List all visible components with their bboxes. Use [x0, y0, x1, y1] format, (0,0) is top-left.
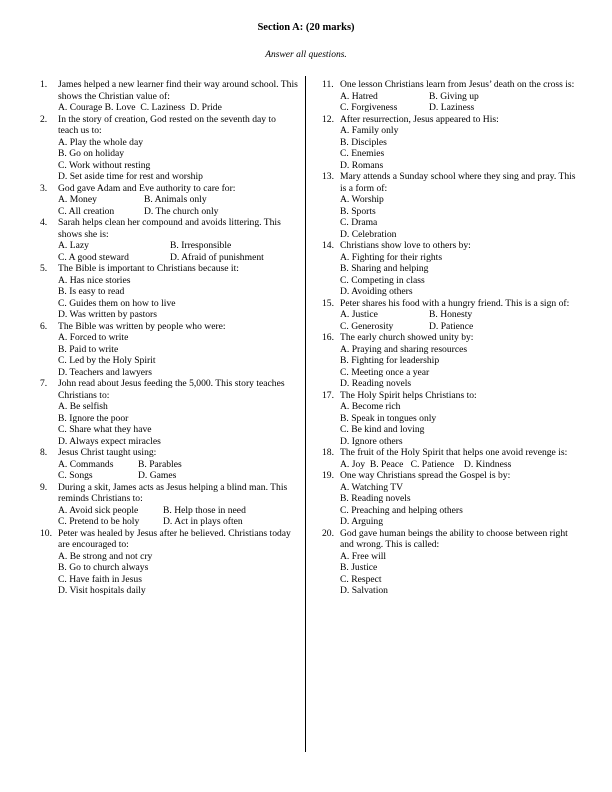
- answer-options: [340, 459, 584, 471]
- answer-option: B. Sports: [340, 205, 376, 217]
- answer-option: B. Ignore the poor: [58, 412, 129, 424]
- answer-option: A. Be selfish: [58, 401, 108, 412]
- question-stem: [40, 321, 298, 333]
- answer-option: B. Go on holiday: [58, 148, 125, 159]
- left-column: [40, 79, 298, 597]
- question-item: [40, 114, 298, 183]
- question-item: [40, 528, 298, 597]
- answer-option: D. Was written by pastors: [58, 309, 157, 320]
- question-item: [40, 79, 298, 114]
- answer-option: C. Competing in class: [340, 274, 425, 286]
- answer-option: D. Patience: [429, 320, 474, 332]
- answer-option: D. Teachers and lawyers: [58, 366, 152, 378]
- answer-option-row: [340, 309, 584, 321]
- answer-option: A. Fighting for their rights: [340, 251, 443, 263]
- answer-options: [58, 332, 298, 378]
- answer-options: [58, 505, 298, 528]
- question-text: The Bible was written by people who were:: [58, 320, 226, 332]
- answer-option: A. Forced to write: [58, 332, 129, 343]
- answer-option: B. Is easy to read: [58, 286, 125, 297]
- question-number: 9.: [40, 481, 48, 493]
- question-item: [322, 447, 584, 470]
- question-item: [322, 298, 584, 333]
- question-number: 6.: [40, 320, 48, 332]
- question-stem: [40, 528, 298, 551]
- question-number: 10.: [40, 527, 52, 539]
- answer-option: A. Justice: [340, 309, 378, 320]
- answer-option: C. Generosity: [340, 320, 394, 332]
- question-text: One lesson Christians learn from Jesus’ death on the cross is:: [340, 79, 575, 90]
- question-text: Christians show love to others by:: [340, 240, 471, 251]
- answer-option: C. Drama: [340, 217, 378, 228]
- question-number: 18.: [322, 447, 334, 458]
- answer-options: [58, 551, 298, 597]
- answer-option: D. The church only: [144, 205, 219, 217]
- answer-option: C. Share what they have: [58, 424, 152, 435]
- answer-options: [340, 252, 584, 298]
- answer-options: [340, 344, 584, 390]
- question-stem: [322, 390, 584, 402]
- answer-option: C. Enemies: [340, 148, 385, 159]
- question-item: [40, 447, 298, 482]
- question-number: 7.: [40, 378, 48, 389]
- answer-option: B. Irresponsible: [170, 240, 232, 251]
- answer-option-row: [58, 470, 298, 482]
- question-number: 1.: [40, 79, 48, 90]
- question-item: [322, 171, 584, 240]
- question-text: The Bible is important to Christians because it:: [58, 263, 239, 274]
- question-text: God gave Adam and Eve authority to care for:: [58, 182, 236, 194]
- answer-options: [340, 91, 584, 114]
- answer-options: [58, 240, 298, 263]
- answer-options: [58, 275, 298, 321]
- question-number: 12.: [322, 113, 334, 125]
- question-number: 19.: [322, 470, 334, 481]
- question-number: 11.: [322, 79, 334, 90]
- answer-option: C. Preaching and helping others: [340, 504, 463, 516]
- answer-option: A. Family only: [340, 125, 399, 136]
- answer-option: A. Watching TV: [340, 481, 404, 493]
- question-text: Peter was healed by Jesus after he believed. Christians today are encouraged to:: [58, 527, 291, 550]
- answer-option: C. Meeting once a year: [340, 366, 430, 378]
- answer-option: B. Giving up: [429, 90, 479, 102]
- answer-option: A. Has nice stories: [58, 274, 131, 286]
- answer-option: C. Pretend to be holy: [58, 516, 140, 527]
- answer-options: [340, 125, 584, 171]
- answer-option: D. Laziness: [429, 102, 475, 113]
- question-text: Sarah helps clean her compound and avoids littering. This shows she is:: [58, 217, 281, 240]
- answer-options-line: A. Joy B. Peace C. Patience D. Kindness: [340, 458, 512, 470]
- answer-option: A. Free will: [340, 550, 387, 562]
- answer-option: A. Be strong and not cry: [58, 550, 153, 562]
- answer-option: D. Salvation: [340, 585, 388, 596]
- question-text: Mary attends a Sunday school where they sing and pray. This is a form of:: [340, 171, 576, 194]
- question-stem: [322, 332, 584, 344]
- answer-option: C. Work without resting: [58, 159, 151, 171]
- answer-option: C. Have faith in Jesus: [58, 573, 142, 585]
- question-text: In the story of creation, God rested on the seventh day to teach us to:: [58, 113, 276, 136]
- answer-option-row: [58, 206, 298, 218]
- question-item: [322, 240, 584, 298]
- answer-option: D. Act in plays often: [163, 516, 243, 527]
- answer-option: D. Arguing: [340, 516, 383, 527]
- question-item: [40, 378, 298, 447]
- answer-options: [340, 482, 584, 528]
- answer-option: D. Visit hospitals daily: [58, 585, 146, 596]
- question-number: 14.: [322, 240, 334, 251]
- question-item: [322, 79, 584, 114]
- section-instruction: Answer all questions.: [265, 50, 347, 60]
- question-number: 15.: [322, 297, 334, 309]
- question-number: 3.: [40, 182, 48, 194]
- question-text: John read about Jesus feeding the 5,000. This story teaches Christians to:: [58, 378, 285, 401]
- question-text: After resurrection, Jesus appeared to His:: [340, 113, 499, 125]
- answer-option: D. Romans: [340, 159, 384, 171]
- answer-option: A. Become rich: [340, 401, 401, 412]
- question-item: [322, 332, 584, 390]
- answer-option: D. Celebration: [340, 228, 397, 240]
- question-number: 2.: [40, 113, 48, 125]
- answer-option: A. Praying and sharing resources: [340, 343, 468, 355]
- answer-option: B. Reading novels: [340, 493, 411, 504]
- answer-option: B. Go to church always: [58, 562, 149, 573]
- answer-option-row: [340, 91, 584, 103]
- question-item: [322, 528, 584, 597]
- answer-options: [340, 309, 584, 332]
- question-stem: [40, 447, 298, 459]
- answer-option: A. Avoid sick people: [58, 504, 139, 516]
- answer-option: B. Fighting for leadership: [340, 355, 440, 366]
- section-title: Section A: (20 marks): [257, 22, 355, 33]
- question-stem: [40, 114, 298, 137]
- answer-option: C. Led by the Holy Spirit: [58, 355, 156, 366]
- answer-option: B. Parables: [138, 458, 182, 470]
- question-text: God gave human beings the ability to choose between right and wrong. This is called:: [340, 527, 568, 550]
- answer-options: [340, 401, 584, 447]
- answer-option: A. Commands: [58, 458, 114, 470]
- question-text: James helped a new learner find their way around school. This shows the Christian value of:: [58, 79, 298, 102]
- answer-option-row: [58, 194, 298, 206]
- question-stem: [40, 79, 298, 102]
- question-stem: [40, 482, 298, 505]
- question-item: [40, 217, 298, 263]
- question-stem: [40, 183, 298, 195]
- answer-options: [58, 194, 298, 217]
- question-number: 4.: [40, 217, 48, 228]
- question-text: The early church showed unity by:: [340, 332, 474, 343]
- question-stem: [322, 447, 584, 459]
- question-item: [40, 263, 298, 321]
- answer-option: B. Disciples: [340, 136, 387, 148]
- question-item: [40, 482, 298, 528]
- answer-option: C. A good steward: [58, 251, 129, 263]
- answer-options: [58, 459, 298, 482]
- answer-options: [58, 137, 298, 183]
- question-number: 17.: [322, 389, 334, 401]
- answer-option-row: [58, 240, 298, 252]
- answer-option-row: [340, 102, 584, 114]
- question-stem: [322, 470, 584, 482]
- answer-options: [58, 102, 298, 114]
- question-stem: [40, 217, 298, 240]
- answer-option: C. All creation: [58, 205, 115, 217]
- question-number: 8.: [40, 447, 48, 458]
- column-divider: [305, 76, 306, 752]
- answer-option: A. Hatred: [340, 90, 378, 102]
- question-text: Jesus Christ taught using:: [58, 447, 157, 458]
- question-stem: [322, 114, 584, 126]
- answer-option: B. Paid to write: [58, 343, 119, 355]
- question-stem: [322, 240, 584, 252]
- question-number: 5.: [40, 263, 48, 274]
- question-item: [322, 114, 584, 172]
- question-item: [40, 183, 298, 218]
- question-item: [40, 321, 298, 379]
- answer-option: B. Animals only: [144, 194, 207, 205]
- answer-option-row: [58, 459, 298, 471]
- answer-options-line: A. Courage B. Love C. Laziness D. Pride: [58, 102, 222, 113]
- question-stem: [40, 263, 298, 275]
- answer-option-row: [58, 252, 298, 264]
- question-stem: [40, 378, 298, 401]
- answer-option: C. Respect: [340, 573, 382, 585]
- question-text: The Holy Spirit helps Christians to:: [340, 389, 477, 401]
- question-stem: [322, 298, 584, 310]
- answer-option-row: [58, 516, 298, 528]
- question-number: 20.: [322, 527, 334, 539]
- question-item: [322, 470, 584, 528]
- question-text: The fruit of the Holy Spirit that helps one avoid revenge is:: [340, 447, 568, 458]
- question-text: During a skit, James acts as Jesus helping a blind man. This reminds Christians to:: [58, 481, 288, 504]
- answer-option: D. Games: [138, 470, 177, 481]
- answer-option: A. Money: [58, 194, 97, 205]
- answer-option-row: [58, 505, 298, 517]
- answer-option: B. Help those in need: [163, 504, 246, 516]
- answer-option: C. Guides them on how to live: [58, 297, 176, 309]
- question-text: Peter shares his food with a hungry friend. This is a sign of:: [340, 297, 570, 309]
- answer-option: A. Play the whole day: [58, 136, 143, 148]
- answer-option-row: [340, 321, 584, 333]
- answer-options: [340, 194, 584, 240]
- question-text: One way Christians spread the Gospel is by:: [340, 470, 511, 481]
- answer-option: D. Always expect miracles: [58, 435, 161, 447]
- answer-option: D. Set aside time for rest and worship: [58, 171, 203, 182]
- answer-option: D. Afraid of punishment: [170, 251, 264, 263]
- answer-options: [340, 551, 584, 597]
- answer-option: B. Justice: [340, 562, 378, 573]
- answer-option: D. Avoiding others: [340, 286, 413, 297]
- answer-option: C. Songs: [58, 470, 93, 481]
- answer-option: B. Speak in tongues only: [340, 412, 437, 424]
- question-stem: [322, 171, 584, 194]
- answer-option: A. Lazy: [58, 240, 89, 251]
- answer-option: D. Ignore others: [340, 435, 403, 447]
- question-number: 16.: [322, 332, 334, 343]
- answer-option: B. Honesty: [429, 309, 473, 320]
- question-stem: [322, 528, 584, 551]
- answer-option: D. Reading novels: [340, 378, 412, 389]
- answer-option: A. Worship: [340, 194, 384, 205]
- answer-option: B. Sharing and helping: [340, 263, 429, 274]
- answer-option: C. Forgiveness: [340, 102, 398, 113]
- answer-option: C. Be kind and loving: [340, 424, 425, 435]
- answer-options: [58, 401, 298, 447]
- right-column: [322, 79, 584, 597]
- question-stem: [322, 79, 584, 91]
- question-number: 13.: [322, 171, 334, 182]
- question-item: [322, 390, 584, 448]
